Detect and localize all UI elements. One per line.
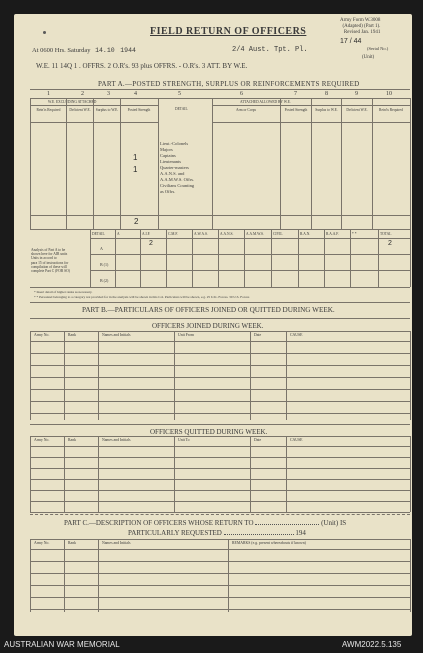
part-c-row-rule: [30, 573, 410, 574]
joined-row-rule: [30, 365, 410, 366]
detail-header: DETAIL: [175, 107, 188, 111]
analysis-header: A.I.F.: [142, 232, 151, 236]
rank-label: Captains: [160, 153, 176, 158]
quitted-col-header: Rank: [68, 438, 77, 442]
return-date: 14.10: [95, 47, 115, 54]
joined-header-top: [30, 331, 410, 332]
analysis-note: [31, 248, 70, 273]
analysis-top-rule: [30, 229, 410, 230]
joined-col-rule: [174, 331, 175, 420]
quitted-row-rule: [30, 468, 410, 469]
analysis-note-line: para 15 of instructions for: [31, 260, 69, 265]
joined-col-header: CAUSE: [290, 333, 303, 337]
column-number: 4: [134, 91, 137, 97]
footer-right: AWM2022.5.135: [342, 640, 402, 649]
joined-col-rule: [98, 331, 99, 420]
column-number: 10: [386, 91, 392, 97]
joined-row-rule: [30, 401, 410, 402]
column-number: 5: [178, 91, 181, 97]
quitted-col-header: Unit To: [178, 438, 190, 442]
analysis-row-rule: [90, 270, 410, 271]
part-a-col-header: Deficient W.E.: [69, 108, 91, 112]
unit-label: (Unit): [362, 55, 375, 60]
column-number: 8: [325, 91, 328, 97]
analysis-header: * *: [352, 232, 357, 236]
analysis-note-line: complete Part C (FOR SO): [31, 269, 70, 274]
group-left-header: W.E. EXCLUDING ATTACHED: [48, 100, 97, 104]
joined-col-header: Unit From: [178, 333, 194, 337]
part-c-heading: [64, 519, 346, 527]
analysis-bottom-rule: [30, 287, 410, 288]
analysis-note-line: shown here for AIR units: [31, 252, 68, 257]
analysis-header: C.M.F.: [168, 232, 178, 236]
subheader-rule-left: [30, 122, 158, 123]
part-c-header-top: [30, 539, 410, 540]
captains-count: 1: [133, 153, 138, 162]
joined-col-header: Date: [254, 333, 262, 337]
analysis-header: CIVIL: [273, 232, 283, 236]
analysis-header: A.W.A.S.: [194, 232, 208, 236]
joined-col-rule: [286, 331, 287, 420]
col-number-rule: [30, 98, 410, 99]
rank-label: A.A.N.S. and: [160, 171, 185, 176]
form-title: FIELD RETURN OF OFFICERS: [150, 26, 307, 37]
quitted-row-rule: [30, 446, 410, 447]
time-label: At 0600 Hrs. Saturday: [32, 47, 91, 54]
analysis-row-rule: [90, 254, 410, 255]
quitted-col-header: CAUSE: [290, 438, 303, 442]
quitted-row-rule: [30, 457, 410, 458]
analysis-note-line: compilation of these will: [31, 264, 67, 269]
column-number: 7: [294, 91, 297, 97]
joined-col-header: Rank: [68, 333, 77, 337]
part-a-column-rule: [341, 98, 342, 229]
part-b-top-rule: [30, 302, 410, 303]
ranks-list: [160, 141, 194, 195]
part-a-col-header: Rein'ts Required: [379, 108, 403, 112]
part-a-heading: PART A.—POSTED STRENGTH, SURPLUS OR REINFORCEMENTS REQUIRED: [98, 80, 360, 88]
rank-label: A.A.M.W.S. Offrs.: [160, 177, 195, 182]
analysis-header: TOTAL: [380, 232, 392, 236]
part-c-date-blank: [224, 534, 294, 535]
part-c-top-rule: [30, 514, 410, 515]
group-left-rule: [30, 105, 158, 106]
punch-hole-mark: [43, 31, 46, 34]
joined-col-header: Army No.: [34, 333, 50, 337]
joined-row-rule: [30, 341, 410, 342]
part-a-column-rule: [372, 98, 373, 229]
column-number: 2: [81, 91, 84, 97]
joined-col-rule: [64, 331, 65, 420]
quitted-header-top: [30, 436, 410, 437]
analysis-total: 2: [388, 240, 392, 247]
part-a-column-rule: [311, 98, 312, 229]
part-b-heading: PART B.—PARTICULARS OF OFFICERS JOINED OR QUITTED DURING WEEK.: [82, 306, 335, 314]
part-a-column-rule: [30, 98, 31, 229]
column-number: 9: [355, 91, 358, 97]
quitted-col-header: Names and Initials: [102, 438, 131, 442]
quitted-row-rule: [30, 490, 410, 491]
time-line: [32, 47, 136, 54]
rank-label: Civilians Counting: [160, 183, 195, 188]
lieutenants-count: 1: [133, 165, 138, 174]
part-a-col-header: Deficient W.E.: [346, 108, 368, 112]
rank-label: Lieut.-Colonels: [160, 141, 189, 146]
quitted-row-rule: [30, 479, 410, 480]
part-b-sub-rule: [30, 318, 410, 319]
we-line: W.E. 11 14Q 1 . OFFRS. 2 O.R's. 93 plus OFFRS. - O.R's. 3 ATT. BY W.E.: [36, 62, 248, 70]
footnote-1: * Insert detail of higher ranks as necessary.: [34, 290, 93, 294]
part-a-column-rule: [410, 98, 411, 229]
rank-label: Quarter-masters: [160, 165, 189, 170]
quitted-col-header: Date: [254, 438, 262, 442]
analysis-row-rule: [90, 238, 410, 239]
army-form-label: [340, 18, 380, 36]
part-a-column-rule: [66, 98, 67, 229]
joined-row-rule: [30, 353, 410, 354]
column-number: 1: [47, 91, 50, 97]
joined-row-rule: [30, 377, 410, 378]
analysis-header: DETAIL: [92, 232, 105, 236]
analysis-header: A.A.N.S.: [220, 232, 234, 236]
analysis-row-label: B (1): [100, 262, 109, 267]
joined-col-rule: [410, 331, 411, 420]
part-c-unit-blank: [255, 524, 319, 525]
officers-quitted-heading: OFFICERS QUITTED DURING WEEK.: [150, 428, 268, 436]
part-c-requested: PARTICULARLY REQUESTED: [128, 529, 222, 537]
quitted-top-rule: [30, 424, 410, 425]
analysis-column-rule: [410, 229, 411, 287]
analysis-row-label: B (2): [100, 278, 109, 283]
joined-row-rule: [30, 389, 410, 390]
part-c-col-header: Rank: [68, 541, 77, 545]
part-c-row-rule: [30, 549, 410, 550]
analysis-header: A.A.M.W.S.: [246, 232, 264, 236]
part-c-row-rule: [30, 597, 410, 598]
quitted-row-rule: [30, 501, 410, 502]
rank-label: Majors: [160, 147, 173, 152]
quitted-row-rule: [30, 512, 410, 513]
part-a-col-header: Posted Strength: [127, 108, 151, 112]
serial-number: 17 / 44: [340, 38, 362, 45]
column-number: 6: [240, 91, 243, 97]
analysis-note-line: Analysis of Part A to be: [31, 248, 66, 252]
rank-label: as Offrs.: [160, 189, 176, 194]
posted-strength-total: 2: [134, 217, 139, 226]
army-form-sub1: (Adapted) (Part 1).: [342, 24, 381, 29]
part-a-col-header: Surplus to W.E.: [315, 108, 338, 112]
part-a-col-header: Rein'ts Required: [36, 108, 61, 112]
part-c-heading-2: [128, 529, 306, 537]
part-c-row-rule: [30, 585, 410, 586]
joined-col-rule: [250, 331, 251, 420]
unit-name: 2/4 Aust. Tpt. Pl.: [232, 46, 308, 54]
quitted-col-rule: [410, 436, 411, 512]
rank-label: Lieutenants: [160, 159, 181, 164]
footer-left: AUSTRALIAN WAR MEMORIAL: [4, 640, 120, 649]
part-c-col-header: Names and Initials: [102, 541, 131, 545]
analysis-row-label: A: [100, 246, 103, 251]
part-a-col-header: Surplus to W.E.: [95, 108, 119, 112]
totals-rule: [30, 215, 410, 216]
joined-row-rule: [30, 413, 410, 414]
part-a-column-rule: [158, 98, 159, 229]
army-form-number: Army Form W.3008: [340, 18, 381, 23]
group-right-header: ATTACHED ALLOWED BY W.E.: [240, 100, 291, 104]
analysis-note-line: Units in accord to: [31, 256, 57, 261]
part-c-col-rule: [410, 539, 411, 612]
quitted-col-header: Army No.: [34, 438, 50, 442]
part-a-col-header: Posted Strength: [284, 108, 308, 112]
part-c-col-header: REMARKS (e.g. present whereabouts if known): [232, 541, 306, 545]
part-a-column-rule: [280, 98, 281, 229]
part-a-column-rule: [120, 98, 121, 229]
officers-joined-heading: OFFICERS JOINED DURING WEEK.: [152, 322, 264, 330]
serial-label: (Serial No.): [367, 46, 389, 51]
part-c-row-rule: [30, 609, 410, 610]
column-number: 3: [107, 91, 110, 97]
part-c-col-header: Army No.: [34, 541, 50, 545]
part-a-column-rule: [93, 98, 94, 229]
joined-col-rule: [30, 331, 31, 420]
part-c-heading-text: PART C.—DESCRIPTION OF OFFICERS WHOSE RETURN TO: [64, 519, 254, 527]
footnote-2: * * Personnel belonging to a category not provided for in the analysis will be shown in this Col. Particulars will be shown, e.g. 25 U.K. Forces. 30 U.S. Forces: [34, 295, 250, 299]
joined-col-header: Names and Initials: [102, 333, 131, 337]
analysis-header: R.A.N.: [300, 232, 311, 236]
analysis-header: A: [117, 232, 120, 236]
analysis-header: R.A.A.F.: [326, 232, 339, 236]
army-form-sub2: Revised Jan. 1941: [343, 30, 381, 35]
part-c-year: 194: [295, 529, 306, 537]
part-a-top-rule: [30, 89, 410, 90]
part-a-column-rule: [212, 98, 213, 229]
part-a-col-header: Arm or Corps: [236, 108, 256, 112]
part-c-row-rule: [30, 561, 410, 562]
return-year: 1944: [120, 47, 136, 54]
part-c-unit-label: (Unit) IS: [321, 519, 347, 527]
analysis-a-value: 2: [149, 240, 153, 247]
